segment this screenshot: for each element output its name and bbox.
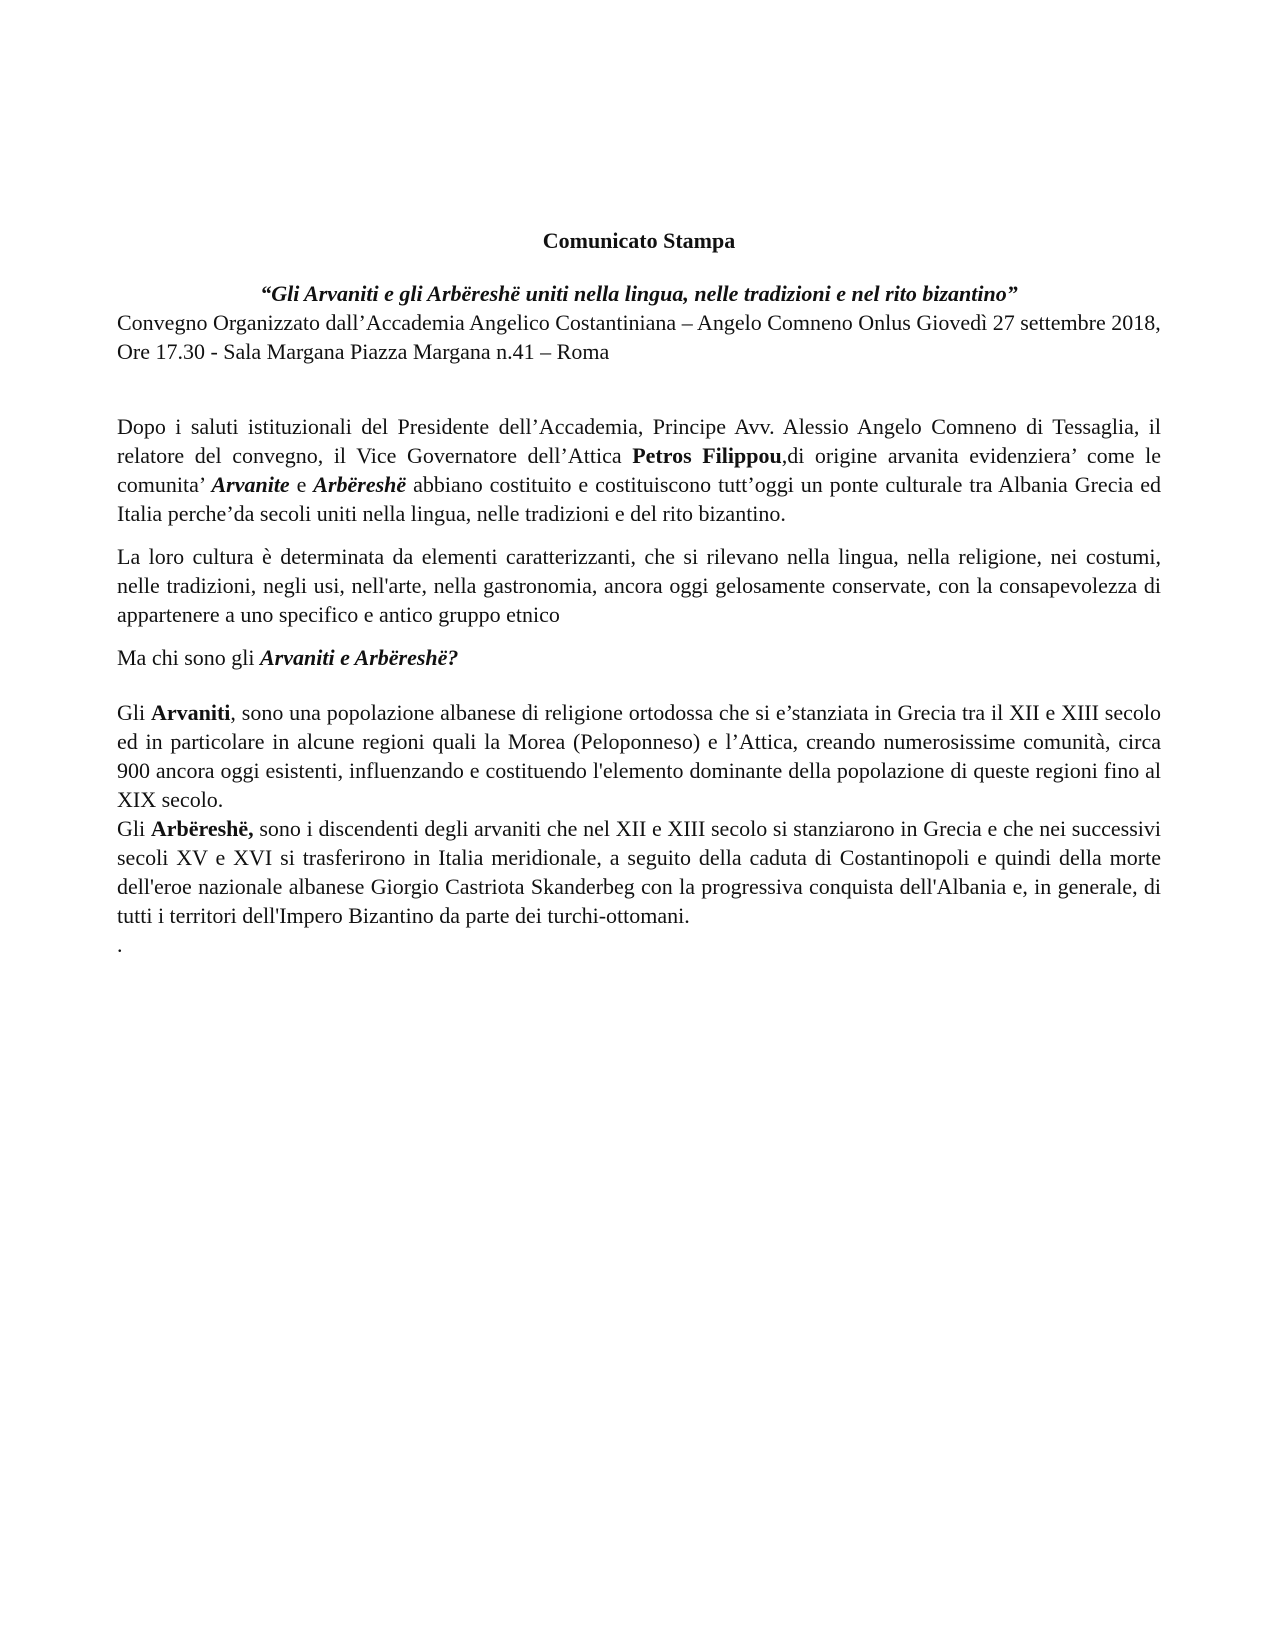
document-title: Comunicato Stampa: [542, 228, 736, 253]
arbereshe-prefix: Gli: [117, 816, 151, 841]
arbereshe-term: Arbëreshë,: [150, 816, 254, 841]
speaker-name: Petros Filippou: [632, 443, 782, 468]
question-prefix: Ma chi sono gli: [117, 645, 260, 670]
arvaniti-paragraph: [117, 698, 1161, 814]
term-arbereshe: Arbëreshë: [313, 472, 407, 497]
intro-text-1: Dopo i saluti istituzionali del Presidente dell’Accademia, Principe Avv. Alessio Angelo Comneno di Tessaglia, il relatore del convegno, il Vice Governatore dell’Attica: [117, 414, 1161, 468]
question-emphasis: Arvaniti e Arbëreshë?: [260, 645, 459, 670]
arbereshe-text: sono i discendenti degli arvaniti che nel XII e XIII secolo si stanziarono in Grecia e che nei successivi secoli XV e XVI si trasferirono in Italia meridionale, a seguito della caduta di Costantinopoli e quindi della morte dell'eroe nazionale albanese Giorgio Castriota Skanderbeg con la progressiva conquista dell'Albania e, in generale, di tutti i territori dell'Impero Bizantino da parte dei turchi-ottomani.: [117, 816, 1161, 928]
term-arvanite: Arvanite: [211, 472, 290, 497]
intro-text-2: ,di origine arvanita evidenziera’ come le comunita’: [117, 443, 1161, 497]
question-paragraph: [117, 643, 1161, 672]
arvaniti-text: , sono una popolazione albanese di religione ortodossa che si e’stanziata in Grecia tra il XII e XIII secolo ed in particolare in alcune regioni quali la Morea (Peloponneso) e l’Attica, creando numerosissime comunità, circa 900 ancora oggi esistenti, influenzando e costituendo l'elemento dominante della popolazione di queste regioni fino al XIX secolo.: [117, 700, 1161, 812]
arbereshe-paragraph: [117, 814, 1161, 930]
arvaniti-term: Arvaniti: [150, 700, 231, 725]
intro-text-4: abbiano costituito e costituiscono tutt’oggi un ponte culturale tra Albania Grecia ed Italia perche’da secoli uniti nella lingua, nelle tradizioni e del rito bizantino.: [117, 472, 1162, 526]
intro-paragraph: [117, 412, 1161, 528]
trailing-dot: .: [117, 932, 123, 957]
document-body: [117, 226, 1161, 959]
arvaniti-prefix: Gli: [117, 700, 151, 725]
intro-text-3: e: [289, 472, 314, 497]
culture-paragraph: La loro cultura è determinata da elementi caratterizzanti, che si rilevano nella lingua, nella religione, nei costumi, nelle tradizioni, negli usi, nell'arte, nella gastronomia, ancora oggi gelosamente conservate, con la consapevolezza di appartenere a uno specifico e antico gruppo etnico: [117, 544, 1161, 627]
event-details: Convegno Organizzato dall’Accademia Angelico Costantiniana – Angelo Comneno Onlus Giovedì 27 settembre 2018, Ore 17.30 - Sala Margana Piazza Margana n.41 – Roma: [117, 310, 1161, 364]
event-subtitle: “Gli Arvaniti e gli Arbëreshë uniti nella lingua, nelle tradizioni e nel rito bizantino”: [260, 281, 1018, 306]
